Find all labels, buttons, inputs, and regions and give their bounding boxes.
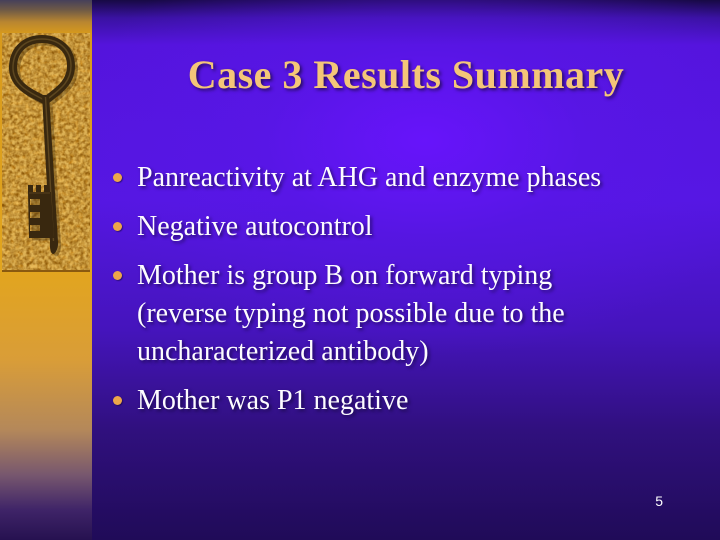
bullet-icon (113, 173, 122, 182)
key-icon (2, 33, 90, 270)
slide-title: Case 3 Results Summary (187, 52, 625, 97)
bullet-icon (113, 396, 122, 405)
bullet-text: Mother was P1 negative (137, 385, 409, 416)
bullet-item (113, 159, 697, 197)
bullet-text: Mother is group B on forward typing (137, 260, 553, 291)
sidebar-decoration (0, 0, 92, 540)
bullet-text: Negative autocontrol (137, 211, 373, 242)
bullet-text: uncharacterized antibody) (137, 336, 429, 367)
bullet-item (113, 257, 697, 371)
page-number: 5 (655, 493, 663, 509)
bullet-text: (reverse typing not possible due to the (137, 298, 565, 329)
bullet-item (113, 382, 697, 420)
bullet-item (113, 208, 697, 246)
bullet-text: Panreactivity at AHG and enzyme phases (137, 162, 602, 193)
bullet-list (92, 102, 720, 420)
antique-key-photo (2, 33, 90, 272)
slide-body (92, 0, 720, 540)
bullet-icon (113, 271, 122, 280)
bullet-icon (113, 222, 122, 231)
